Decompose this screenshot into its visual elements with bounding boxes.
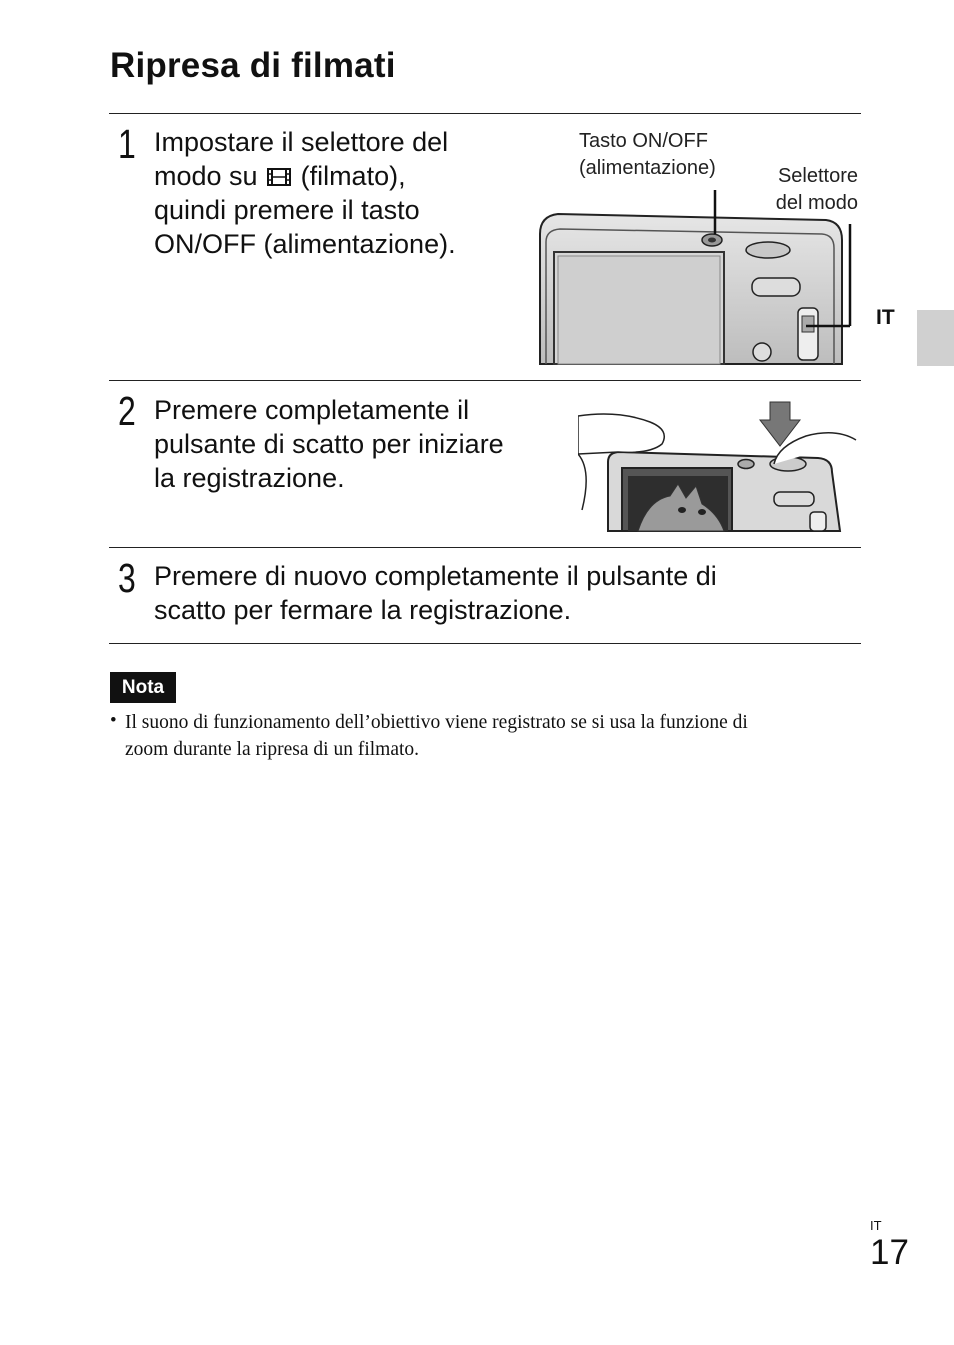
step-1-line-1: Impostare il selettore del — [154, 127, 449, 157]
step-2-line-2: pulsante di scatto per iniziare — [154, 429, 504, 459]
page-language: IT — [870, 1218, 882, 1233]
note-line-1: Il suono di funzionamento dell’obiettivo viene registrato se si usa la funzione di — [125, 712, 748, 733]
callout-mode-line-1: Selettore — [777, 165, 858, 187]
page-number: 17 — [870, 1233, 909, 1272]
step-1-line-2-a: modo su — [154, 161, 266, 191]
callout-power-line-1: Tasto ON/OFF — [579, 130, 708, 152]
step-3-line-1: Premere di nuovo completamente il pulsante di — [154, 561, 717, 591]
callout-power-button — [579, 128, 716, 182]
movie-mode-icon — [265, 166, 293, 188]
step-1-number: 1 — [118, 121, 136, 167]
callout-mode-line-2: del modo — [775, 192, 858, 214]
note-text — [125, 709, 748, 763]
step-2-text — [154, 393, 504, 495]
step-3-text — [154, 559, 717, 627]
step-2-number: 2 — [118, 388, 136, 434]
step-1-line-2-b: (filmato), — [300, 161, 406, 191]
step-3-line-2: scatto per fermare la registrazione. — [154, 595, 572, 625]
camera-illustration-2 — [578, 400, 858, 532]
step-3-number: 3 — [118, 555, 136, 601]
side-tab-marker — [917, 310, 954, 366]
divider-step-2-3 — [109, 547, 861, 548]
divider-bottom — [109, 643, 861, 644]
divider-step-1-2 — [109, 380, 861, 381]
side-language-tag: IT — [876, 306, 895, 329]
step-1-line-4: ON/OFF (alimentazione). — [154, 229, 456, 259]
step-1-text — [154, 125, 456, 261]
camera-illustration-1 — [536, 186, 852, 366]
divider-top — [109, 113, 861, 114]
step-1-line-2 — [154, 159, 456, 193]
page-title: Ripresa di filmati — [110, 46, 396, 85]
callout-power-line-2: (alimentazione) — [579, 157, 716, 179]
step-1-line-3: quindi premere il tasto — [154, 195, 420, 225]
step-2-line-3: la registrazione. — [154, 463, 345, 493]
step-2-line-1: Premere completamente il — [154, 395, 470, 425]
note-bullet: • — [110, 710, 117, 731]
note-line-2: zoom durante la ripresa di un filmato. — [125, 739, 420, 760]
note-badge: Nota — [110, 672, 176, 703]
